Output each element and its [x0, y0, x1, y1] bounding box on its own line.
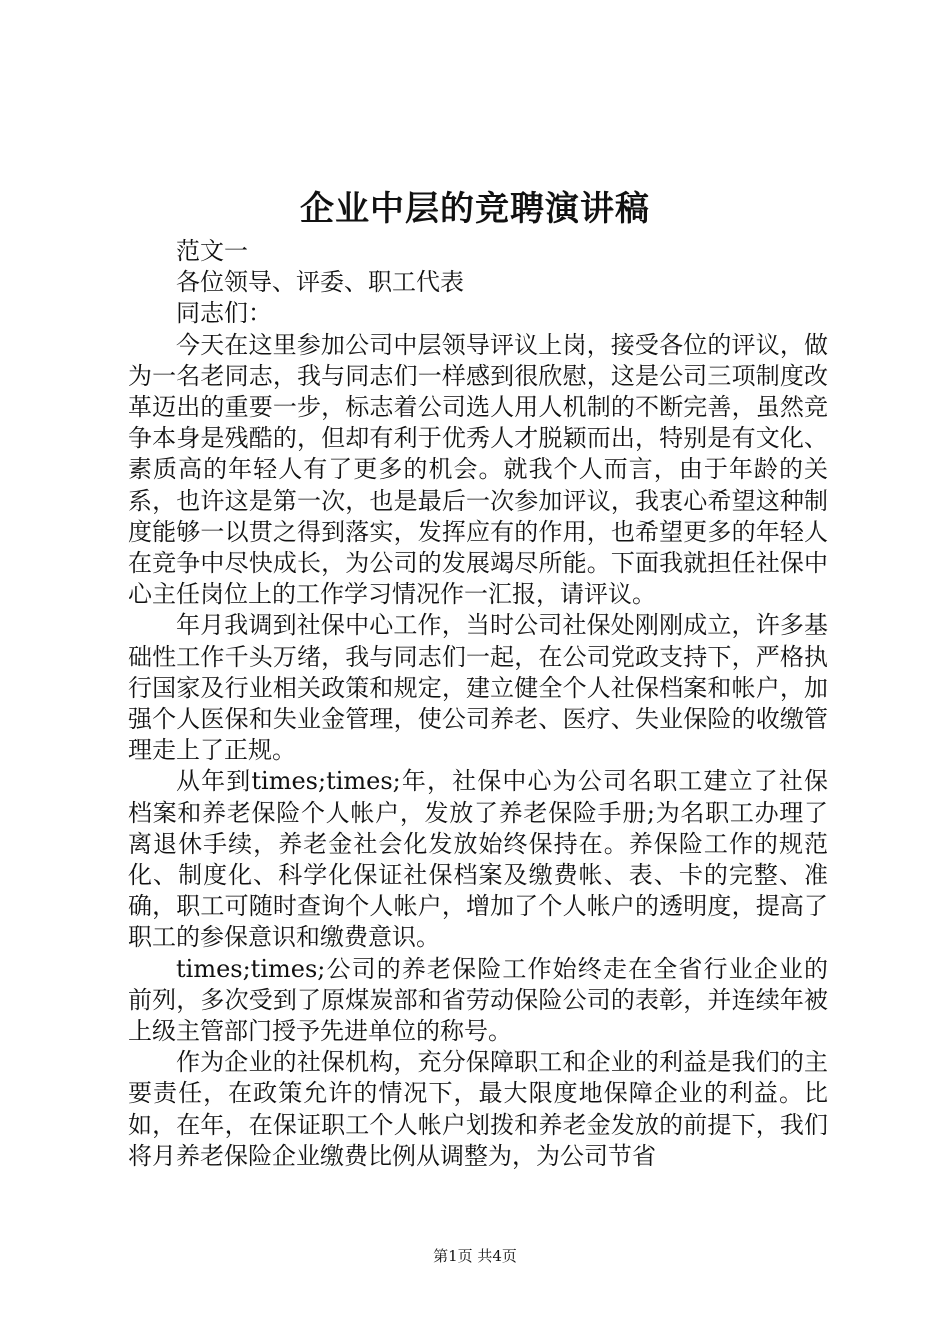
- paragraph: 作为企业的社保机构，充分保障职工和企业的利益是我们的主要责任，在政策允许的情况下，最大限度地保障企业的利益。比如，在年，在保证职工个人帐户划拨和养老金发放的前提下，我们将月养老保险企业缴费比例从调整为，为公司节省: [128, 1048, 828, 1170]
- page-footer: 第1页 共4页: [433, 1247, 517, 1265]
- paragraph: 年月我调到社保中心工作，当时公司社保处刚刚成立，许多基础性工作千头万绪，我与同志们一起，在公司党政支持下，严格执行国家及行业相关政策和规定，建立健全个人社保档案和帐户，加强个人医保和失业金管理，使公司养老、医疗、失业保险的收缴管理走上了正规。: [128, 611, 828, 765]
- paragraph: 今天在这里参加公司中层领导评议上岗，接受各位的评议，做为一名老同志，我与同志们一样感到很欣慰，这是公司三项制度改革迈出的重要一步，标志着公司选人用人机制的不断完善，虽然竞争本身是残酷的，但却有利于优秀人才脱颖而出，特别是有文化、素质高的年轻人有了更多的机会。就我个人而言，由于年龄的关系，也许这是第一次，也是最后一次参加评议，我衷心希望这种制度能够一以贯之得到落实，发挥应有的作用，也希望更多的年轻人在竞争中尽快成长，为公司的发展竭尽所能。下面我就担任社保中心主任岗位上的工作学习情况作一汇报，请评议。: [128, 330, 828, 609]
- paragraph: times;times;公司的养老保险工作始终走在全省行业企业的前列，多次受到了原煤炭部和省劳动保险公司的表彰，并连续年被上级主管部门授予先进单位的称号。: [128, 954, 828, 1046]
- paragraph: 范文一: [176, 237, 248, 265]
- paragraph: 从年到times;times;年，社保中心为公司名职工建立了社保档案和养老保险个人帐户，发放了养老保险手册;为名职工办理了离退休手续，养老金社会化发放始终保持在。养保险工作的规范化、制度化、科学化保证社保档案及缴费帐、表、卡的完整、准确，职工可随时查询个人帐户，增加了个人帐户的透明度，提高了职工的参保意识和缴费意识。: [128, 767, 828, 952]
- document-title: 企业中层的竞聘演讲稿: [300, 189, 650, 229]
- document-body: [128, 236, 828, 1172]
- paragraph: 同志们：: [176, 299, 272, 328]
- paragraph: 各位领导、评委、职工代表: [176, 268, 464, 297]
